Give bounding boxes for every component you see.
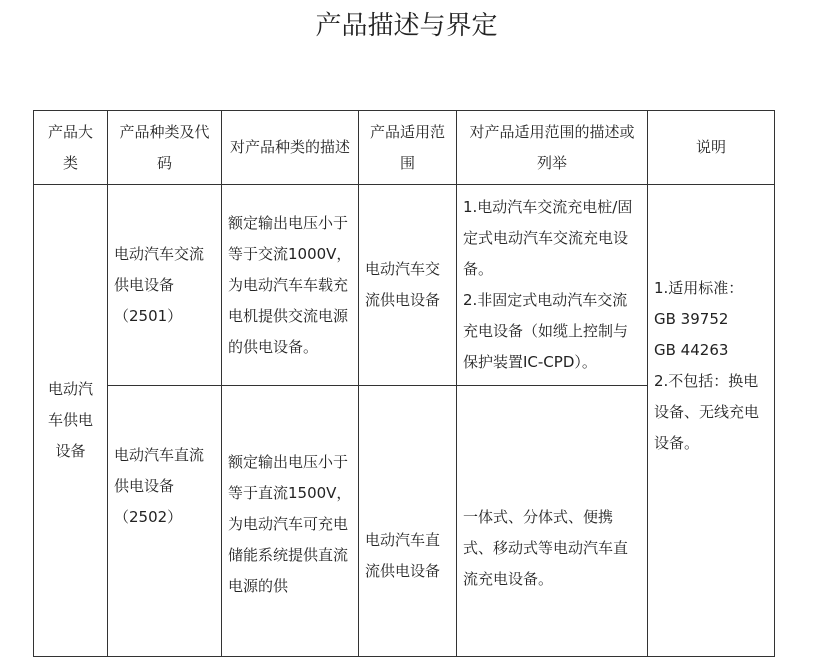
page-title: 产品描述与界定 — [315, 11, 498, 41]
notes-line: GB 39752 — [654, 309, 729, 328]
product-definition-table — [33, 110, 775, 657]
header-product-type-code: 产品种类及代码 — [108, 111, 222, 185]
scope-detail-cell — [457, 386, 648, 657]
scope-detail-item: 一体式、分体式、便携式、移动式等电动汽车直流充电设备。 — [463, 507, 629, 588]
type-cell: 电动汽车直流供电设备（2502） — [108, 386, 222, 657]
scope-detail-item: 2.非固定式电动汽车交流充电设备（如缆上控制与保护装置IC-CPD）。 — [463, 291, 629, 371]
scope-cell: 电动汽车交流供电设备 — [359, 185, 457, 386]
header-type-description: 对产品种类的描述 — [222, 111, 359, 185]
table-header-row — [34, 111, 775, 185]
notes-line: 1.适用标准： — [654, 278, 744, 297]
header-scope-description: 对产品适用范围的描述或列举 — [457, 111, 648, 185]
notes-cell — [648, 185, 775, 657]
type-cell: 电动汽车交流供电设备（2501） — [108, 185, 222, 386]
scope-cell: 电动汽车直流供电设备 — [359, 386, 457, 657]
description-cell: 额定输出电压小于等于交流1000V，为电动汽车车载充电机提供交流电源的供电设备。 — [222, 185, 359, 386]
scope-detail-item: 1.电动汽车交流充电桩/固定式电动汽车交流充电设备。 — [463, 198, 633, 278]
notes-line: GB 44263 — [654, 340, 729, 359]
scope-detail-cell — [457, 185, 648, 386]
category-cell: 电动汽车供电设备 — [34, 185, 108, 657]
notes-line: 2.不包括：换电设备、无线充电设备。 — [654, 371, 760, 452]
header-scope: 产品适用范围 — [359, 111, 457, 185]
header-notes: 说明 — [648, 111, 775, 185]
header-product-category: 产品大类 — [34, 111, 108, 185]
description-cell: 额定输出电压小于等于直流1500V，为电动汽车可充电储能系统提供直流电源的供 — [222, 386, 359, 657]
table-row — [34, 185, 775, 386]
